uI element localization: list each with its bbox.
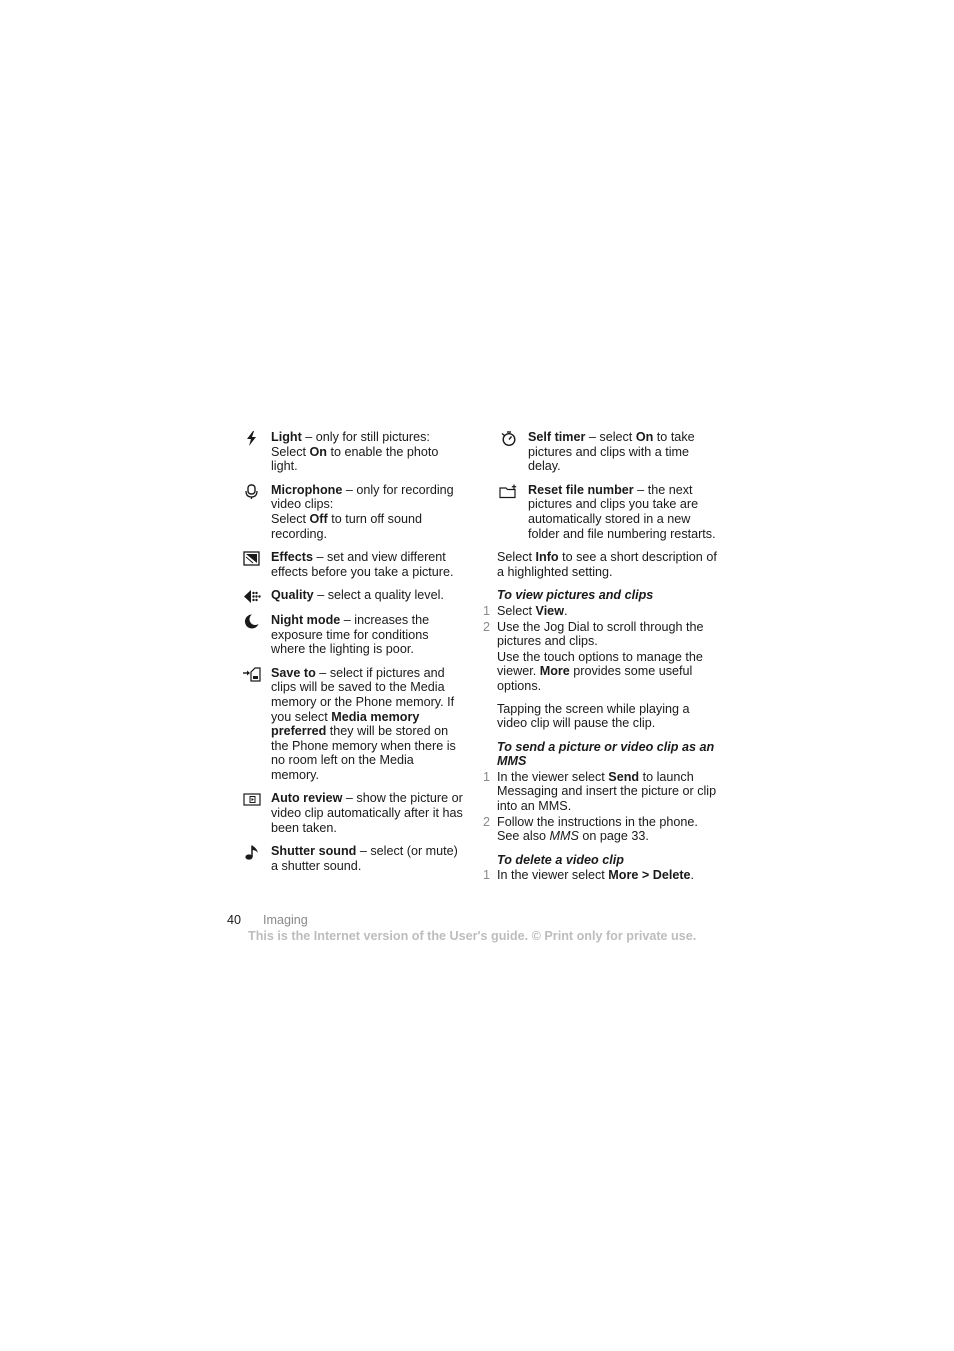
moon-icon xyxy=(243,614,261,629)
music-note-icon xyxy=(243,845,261,860)
setting-self-timer: Self timer – select On to take pictures and clips with a time delay. xyxy=(483,430,719,474)
setting-effects: Effects – set and view different effects before you take a picture. xyxy=(243,550,465,579)
folder-reset-icon xyxy=(499,484,519,499)
save-to-icon xyxy=(243,667,261,682)
list-item: 1 Select View. xyxy=(483,603,568,618)
flash-icon xyxy=(243,431,261,446)
auto-review-icon xyxy=(243,792,261,807)
setting-night-mode: Night mode – increases the exposure time for conditions where the lighting is poor. xyxy=(243,613,465,657)
settings-list-left xyxy=(243,430,465,873)
microphone-icon xyxy=(243,484,261,499)
send-mms-heading: To send a picture or video clip as an MMS xyxy=(497,739,715,769)
delete-clip-heading: To delete a video clip xyxy=(497,852,624,867)
setting-auto-review: Auto review – show the picture or video clip automatically after it has been taken. xyxy=(243,791,465,835)
page-number: 40 xyxy=(227,913,242,927)
setting-save-to: Save to – select if pictures and clips will be saved to the Media memory or the Phone memory. If you select Media memory preferred they will be stored on the Phone memory when there is no room left on the Media memory. xyxy=(243,666,465,783)
list-item: 1 In the viewer select Send to launch Messaging and insert the picture or clip into an MMS. xyxy=(483,769,717,814)
pause-tip: Tapping the screen while playing a video clip will pause the clip. xyxy=(497,701,690,731)
effects-icon xyxy=(243,551,261,566)
settings-list-right xyxy=(483,430,719,883)
setting-quality: Quality – select a quality level. xyxy=(243,588,465,603)
setting-shutter-sound: Shutter sound – select (or mute) a shutter sound. xyxy=(243,844,465,873)
section-name: Imaging xyxy=(263,913,308,927)
setting-reset-file-number: Reset file number – the next pictures and clips you take are automatically stored in a new folder and file numbering restarts. xyxy=(483,483,719,541)
list-item: 1 In the viewer select More > Delete. xyxy=(483,868,695,883)
list-item: 2 Follow the instructions in the phone. See also MMS on page 33. xyxy=(483,814,698,844)
list-item: 2 Use the Jog Dial to scroll through the pictures and clips. xyxy=(483,619,704,649)
self-timer-icon xyxy=(499,431,519,446)
quality-icon xyxy=(243,589,261,604)
view-clips-heading: To view pictures and clips xyxy=(497,588,654,603)
info-paragraph: Select Info to see a short description of a highlighted setting. xyxy=(497,550,717,579)
viewer-options-note: Use the touch options to manage the viewer. More provides some useful options. xyxy=(497,649,703,693)
setting-light: Light – only for still pictures: Select On to enable the photo light. xyxy=(243,430,465,474)
setting-microphone: Microphone – only for recording video clips: Select Off to turn off sound recording. xyxy=(243,483,465,541)
copyright-notice: This is the Internet version of the User's guide. © Print only for private use. xyxy=(248,929,697,943)
